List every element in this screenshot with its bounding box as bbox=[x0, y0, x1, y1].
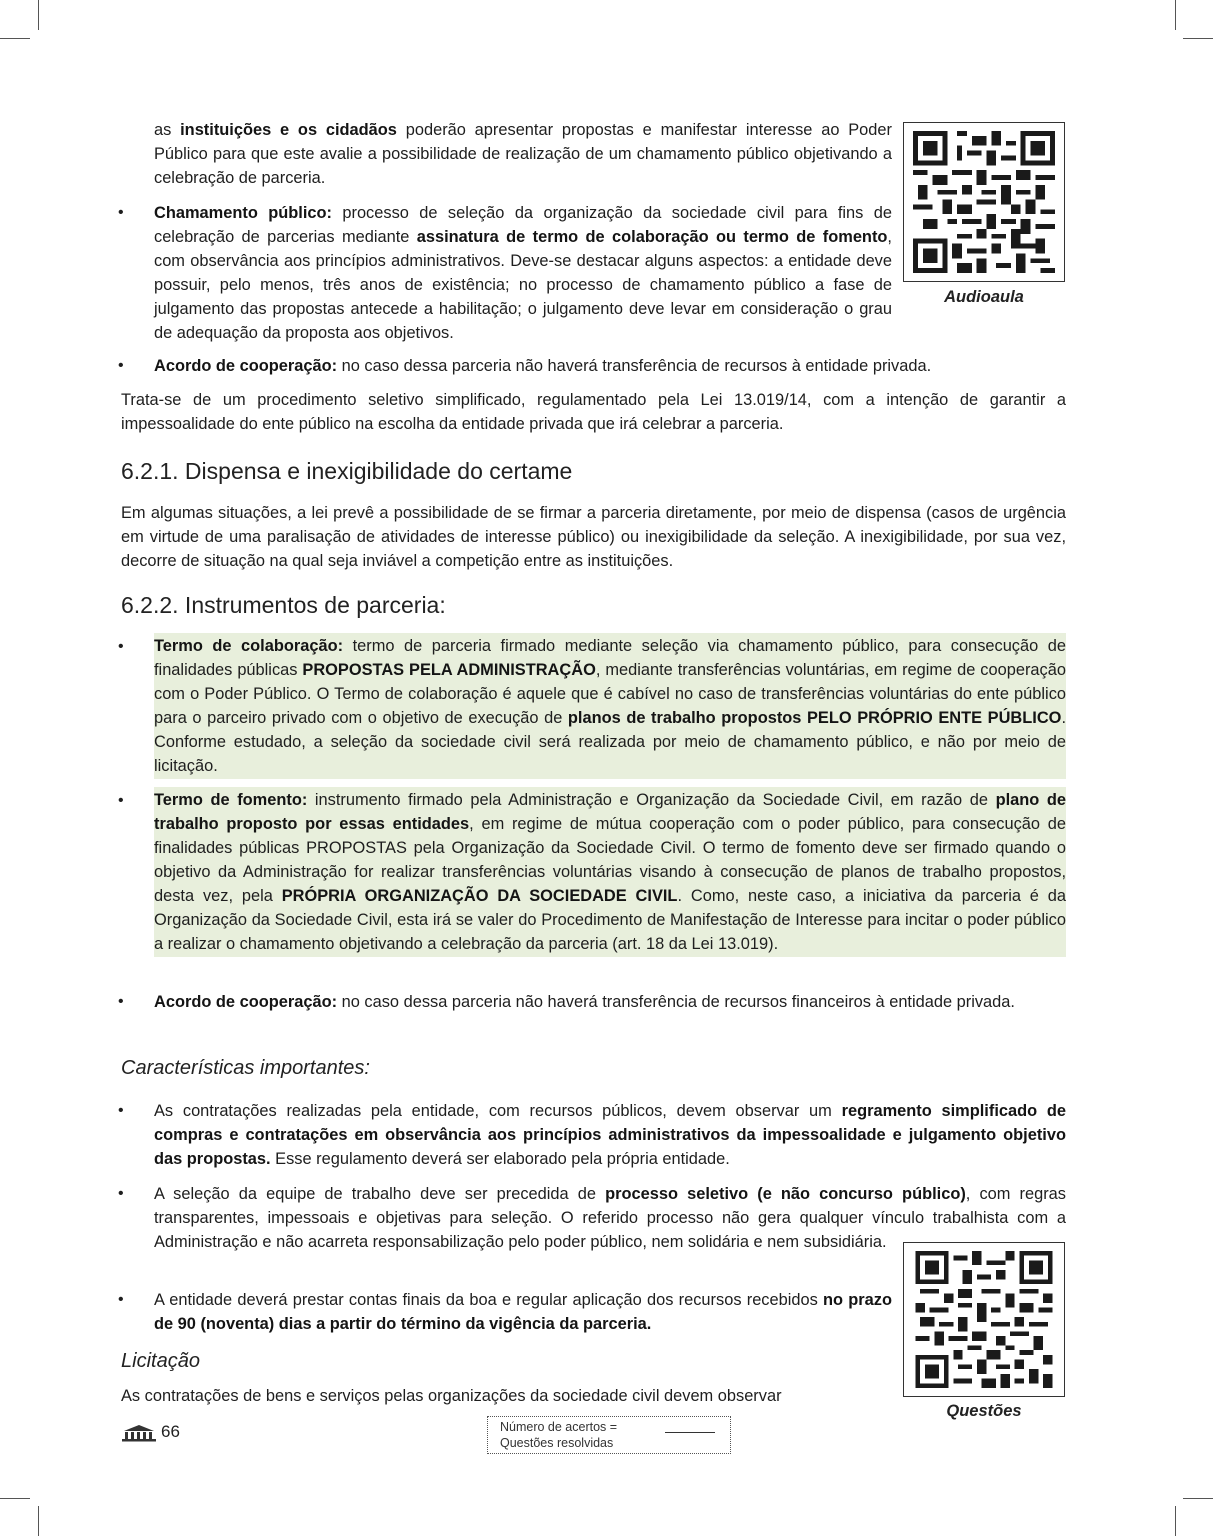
text: A seleção da equipe de trabalho deve ser precedida de bbox=[154, 1185, 606, 1203]
text: Esse regulamento deverá ser elaborado pela própria entidade. bbox=[270, 1150, 730, 1168]
bullet-marker: • bbox=[118, 204, 124, 221]
bullet-label: Termo de colaboração: bbox=[154, 637, 344, 655]
text: . Conforme estudado, a seleção da sociedade civil será realizada por meio de chamamento público, e não por meio de licitação. bbox=[154, 709, 1066, 775]
text: as bbox=[154, 121, 181, 139]
bullet-chamamento bbox=[154, 201, 892, 345]
text: As contratações realizadas pela entidade, com recursos públicos, devem observar um bbox=[154, 1102, 842, 1120]
qr-code-questoes[interactable] bbox=[903, 1242, 1065, 1397]
bullet-acordo-cooperacao-2 bbox=[154, 990, 1066, 1014]
bold-text: PROPOSTAS PELA ADMINISTRAÇÃO bbox=[302, 661, 596, 679]
page-number: 66 bbox=[161, 1422, 180, 1441]
subheading-licitacao: Licitação bbox=[121, 1350, 200, 1372]
section-heading-6-2-2: 6.2.2. Instrumentos de parceria: bbox=[121, 592, 446, 618]
score-label-resolvidas: Questões resolvidas bbox=[500, 1436, 614, 1450]
text: , com observância aos princípios administrativos. Deve-se destacar alguns aspectos: a entidade deve possuir, pelo menos, três anos de existência; no processo de chamamento público a fase de julgamento das propostas antecede a habilitação; o julgamento deve levar em consideração o grau de adequação da proposta aos objetivos. bbox=[154, 228, 892, 342]
bullet-termo-colaboracao bbox=[154, 633, 1066, 779]
bold-text: regramento simplificado de compras e contratações em observância aos princípios administrativos da impessoalidade e julgamento objetivo das propostas. bbox=[154, 1102, 1067, 1168]
bold-text: plano de trabalho proposto por essas entidades bbox=[154, 791, 1066, 833]
text: instrumento firmado pela Administração e Organização da Sociedade Civil, em razão de bbox=[307, 791, 996, 809]
bullet-marker: • bbox=[118, 993, 124, 1010]
text: , em regime de mútua cooperação com o poder público, para consecução de finalidades públicas PROPOSTAS pela Organização da Sociedade Civil. O termo de fomento deve ser firmado quando o objetivo da Administração for realizar transferências voluntárias visando à consecução de planos de trabalho propostos, desta vez, pela bbox=[154, 815, 1066, 905]
qr-code-icon bbox=[912, 1251, 1056, 1388]
bullet-marker: • bbox=[118, 1185, 124, 1202]
text: , mediante transferências voluntárias, em regime de cooperação com o Poder Público. O Termo de colaboração é aquele que é cabível no caso de transferências voluntárias do ente público para o parceiro privado com o objetivo de execução de bbox=[154, 661, 1066, 727]
bullet-marker: • bbox=[118, 638, 124, 655]
text: no caso dessa parceria não haverá transferência de recursos financeiros à entidade privada. bbox=[337, 993, 1015, 1011]
paragraph-dispensa: Em algumas situações, a lei prevê a possibilidade de se firmar a parceria diretamente, por meio de dispensa (casos de urgência em virtude de uma paralisação de atividades de interesse público) ou inexigibilidade da seleção. A inexigibilidade, por sua vez, decorre de situação na qual seja inviável a competição entre as instituições. bbox=[121, 504, 1066, 570]
qr-caption-audioaula: Audioaula bbox=[944, 288, 1024, 306]
bullet-marker: • bbox=[118, 1291, 124, 1308]
subheading-caracteristicas: Características importantes: bbox=[121, 1057, 370, 1079]
bold-text: instituições e os cidadãos bbox=[180, 121, 397, 139]
bullet-marker: • bbox=[118, 1102, 124, 1119]
section-heading-6-2-1: 6.2.1. Dispensa e inexigibilidade do certame bbox=[121, 458, 573, 484]
text: poderão apresentar propostas e manifestar interesse ao Poder Público para que este avalie a possibilidade de realização de um chamamento público objetivando a celebração de parceria. bbox=[154, 121, 892, 187]
qr-code-icon bbox=[912, 131, 1056, 273]
qr-code-audioaula[interactable] bbox=[903, 122, 1065, 282]
bullet-label: Termo de fomento: bbox=[154, 791, 308, 809]
bullet-label: Acordo de cooperação: bbox=[154, 993, 338, 1011]
qr-caption-questoes: Questões bbox=[946, 1402, 1022, 1420]
bullet-label: Acordo de cooperação: bbox=[154, 357, 338, 375]
bullet-marker: • bbox=[118, 792, 124, 809]
bullet-contratacoes bbox=[154, 1099, 1066, 1171]
text: , com regras transparentes, impessoais e objetivas para seleção. O referido processo não gera qualquer vínculo trabalhista com a Administração e não acarreta responsabilização pelo poder público, nem solidária e nem subsidiária. bbox=[154, 1185, 1066, 1251]
paragraph-intro bbox=[154, 118, 892, 190]
bullet-marker: • bbox=[118, 357, 124, 374]
bold-text: assinatura de termo de colaboração ou termo de fomento bbox=[416, 228, 888, 246]
bold-text: no prazo de 90 (noventa) dias a partir do término da vigência da parceria. bbox=[154, 1291, 892, 1333]
text: A entidade deverá prestar contas finais da boa e regular aplicação dos recursos recebidos bbox=[154, 1291, 824, 1309]
bold-text: PRÓPRIA ORGANIZAÇÃO DA SOCIEDADE CIVIL bbox=[281, 887, 678, 905]
bold-text: planos de trabalho propostos PELO PRÓPRIO ENTE PÚBLICO bbox=[567, 709, 1062, 727]
text: . Como, neste caso, a iniciativa da parceria é da Organização da Sociedade Civil, esta irá se valer do Procedimento de Manifestação de Interesse para incitar o poder público a realizar o chamamento objetivando a celebração da parceria (art. 18 da Lei 13.019). bbox=[154, 887, 1067, 953]
text: no caso dessa parceria não haverá transferência de recursos à entidade privada. bbox=[337, 357, 932, 375]
paragraph-trata-se: Trata-se de um procedimento seletivo simplificado, regulamentado pela Lei 13.019/14, com a intenção de garantir a impessoalidade do ente público na escolha da entidade privada que irá celebrar a parceria. bbox=[121, 391, 1066, 433]
text: processo de seleção da organização da sociedade civil para fins de celebração de parcerias mediante bbox=[154, 204, 892, 246]
score-box bbox=[487, 1416, 731, 1454]
courthouse-logo-icon bbox=[120, 1424, 158, 1442]
bold-text: processo seletivo (e não concurso público) bbox=[605, 1185, 966, 1203]
score-label-acertos: Número de acertos = bbox=[500, 1420, 618, 1434]
bullet-label: Chamamento público: bbox=[154, 204, 332, 222]
bullet-termo-fomento bbox=[154, 787, 1066, 957]
text: termo de parceria firmado mediante seleção via chamamento público, para consecução de finalidades públicas bbox=[154, 637, 1066, 679]
bullet-acordo-cooperacao bbox=[154, 354, 1066, 378]
bullet-prestar-contas bbox=[154, 1288, 892, 1336]
paragraph-licitacao: As contratações de bens e serviços pelas organizações da sociedade civil devem observar bbox=[121, 1387, 782, 1405]
score-fill-line[interactable] bbox=[665, 1432, 715, 1433]
